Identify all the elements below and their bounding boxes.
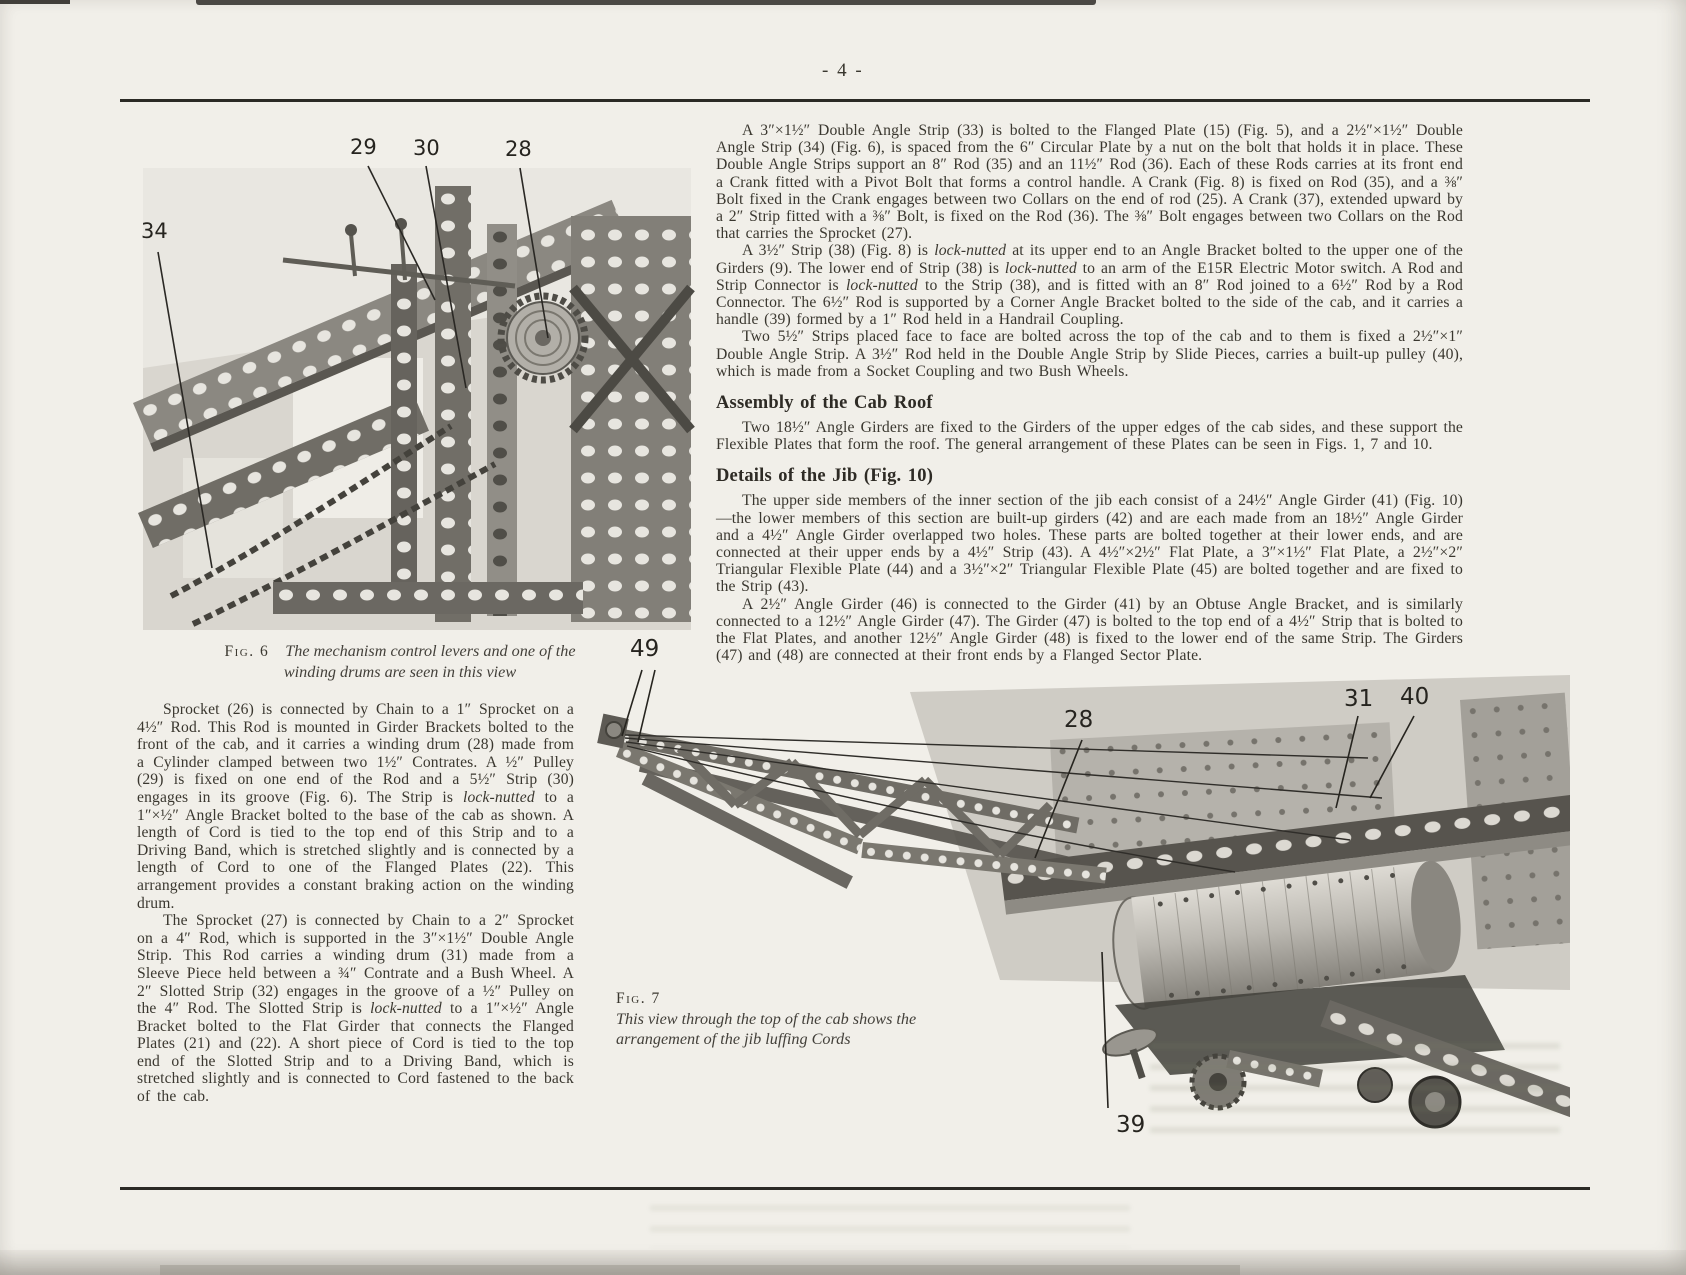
fig7-photo-content (597, 675, 1570, 1132)
fig6-photo-content (133, 168, 691, 630)
fig6-caption-line2: winding drums are seen in this view (283, 663, 517, 681)
fig6-label-29: 29 (350, 135, 377, 159)
fig7-label-28: 28 (1064, 707, 1094, 733)
bottom-girder (273, 582, 583, 614)
vertical-girder (435, 186, 471, 622)
fig6-label-28: 28 (505, 137, 532, 161)
fig7-label-40: 40 (1400, 684, 1430, 710)
vertical-girder (391, 264, 417, 604)
paragraph-sprocket-27: The Sprocket (27) is connected by Chain to a 2″ Sprocket on a 4″ Rod, which is supported in the 3″×1½″ Double Angle Strip. This Rod carries a winding drum (31) made from a Sleeve Piece held between a ¾″ Contrate and a Bush Wheel. A 2″ Slotted Strip (32) engages in the groove of a ½″ Pulley on the 4″ Rod. The Slotted Strip is lock-nutted to a 1″×½″ Angle Bracket bolted to the Flat Girder that connects the Flanged Plates (21) and (22). A short piece of Cord is tied to the top end of the Slotted Strip and to a Driving Band, which is stretched slightly and is connected to Cord fastened to the back of the cab. (137, 912, 574, 1106)
paragraph-sprocket-26: Sprocket (26) is connected by Chain to a 1″ Sprocket on a 4½″ Rod. This Rod is mounted in Girder Brackets bolted to the front of the cab, and it carries a winding drum (28) made from a Cylinder clamped between two 1½″ Contrates. A ½″ Pulley (29) is fixed on one end of the Rod and a 5½″ Strip (30) engages in its groove (Fig. 6). The Strip is lock-nutted to a 1″×½″ Angle Bracket bolted to the base of the cab as shown. A length of Cord is tied to the top end of this Strip and to a Driving Band, which is stretched slightly and is connected by a length of Cord to one of the Flanged Plates (22). This arrangement provides a constant braking action on the winding drum. (137, 701, 574, 912)
fig7-caption-line1: This view through the top of the cab shows the (616, 1010, 917, 1028)
paragraph-strip-38: A 3½″ Strip (38) (Fig. 8) is lock-nutted at its upper end to an Angle Bracket bolted to the upper one of the Girders (9). The lower end of Strip (38) is lock-nutted to an arm of the E15R Electric Motor switch. A Rod and Strip Connector is lock-nutted to the Strip (38), and is fitted with an 8″ Rod joined to a 6½″ Rod by a Rod Connector. The 6½″ Rod is supported by a Corner Angle Bracket bolted to the side of the cab, and it carries a handle (39) formed by a 1″ Rod held in a Handrail Coupling. (716, 242, 1464, 329)
fig7-caption-tag: Fig. 7 (616, 990, 661, 1007)
fig7-photo (530, 630, 1570, 1170)
paragraph-jib-girders: The upper side members of the inner section of the jib each consist of a 24½″ Angle Girder (41) (Fig. 10)—the lower members of this section are built-up girders (42) and are each made from an 18½″ Angle Girder and a 4½″ Angle Girder overlapped two holes. These parts are bolted together at their lower ends, and are connected at their upper ends by a 4½″ Strip (43). A 4½″×2½″ Flat Plate, a 3″×1½″ Flat Plate, a 2½″×2″ Triangular Flexible Plate (44) and a 3½″×2″ Triangular Flexible Plate (45) are bolted together and are fixed to the Strip (43). (716, 492, 1463, 596)
top-rule (120, 99, 1590, 102)
page-number: - 4 - (822, 60, 864, 81)
paragraph-cab-roof: Two 18½″ Angle Girders are fixed to the Girders of the upper edges of the cab sides, and these support the Flexible Plates that form the roof. The general arrangement of these Plates can be seen in Figs. 1, 7 and 10. (716, 419, 1463, 454)
fig6-label-34: 34 (141, 219, 168, 243)
fig6-caption-line1: The mechanism control levers and one of the (285, 642, 576, 660)
next-page-edge (160, 1265, 1240, 1275)
heading-details-of-jib: Details of the Jib (Fig. 10) (716, 466, 934, 487)
scan-artifact-top (196, 0, 1096, 5)
show-through-text (650, 1200, 1130, 1248)
fig7-label-31: 31 (1344, 686, 1374, 712)
fig7-caption (616, 988, 1036, 1049)
fig7-caption-line2: arrangement of the jib luffing Cords (616, 1030, 851, 1048)
fig7-label-39: 39 (1116, 1112, 1146, 1138)
fig6-label-30: 30 (413, 136, 440, 160)
paragraph-jib-angle-girders: A 2½″ Angle Girder (46) is connected to the Girder (41) by an Obtuse Angle Bracket, and is similarly connected to a 12½″ Angle Girder (47). The Girder (47) is bolted to the top end of a 4½″ Strip that is bolted to the Flat Plates, and another 12½″ Angle Girder (48) is fixed to the lower end of the same Strip. The Girders (47) and (48) are connected at their front ends by a Flanged Sector Plate. (716, 595, 1463, 665)
paragraph-double-angle-strips: A 3″×1½″ Double Angle Strip (33) is bolted to the Flanged Plate (15) (Fig. 5), and a 2½″×1½″ Double Angle Strip (34) (Fig. 6), is spaced from the 6″ Circular Plate by a nut on the bolt that holds it in place. These Double Angle Strips support an 8″ Rod (35) and an 11½″ Rod (36). Each of these Rods carries at its front end a Crank fitted with a Pivot Bolt that forms a control handle. A Crank (Fig. 8) is fixed on Rod (35), and a ⅜″ Bolt fixed in the Crank engages between two Collars on the end of rod (25). A Crank (37), extended upward by a 2″ Strip fitted with a ⅜″ Bolt, is fixed on the Rod (36). The ⅜″ Bolt engages between two Collars on the Rod that carries the Sprocket (27). (716, 122, 1463, 243)
left-text-column (137, 701, 574, 1106)
heading-assembly-cab-roof: Assembly of the Cab Roof (716, 393, 933, 414)
fig6-photo (120, 110, 700, 645)
paragraph-built-up-pulley: Two 5½″ Strips placed face to face are bolted across the top of the cab and to them is fixed a 2½″×1″ Double Angle Strip. A 3½″ Rod held in the Double Angle Strip by Slide Pieces, carries a built-up pulley (40), which is made from a Socket Coupling and two Bush Wheels. (716, 328, 1463, 380)
right-text-column (716, 122, 1463, 664)
scan-artifact-top-left (0, 0, 70, 4)
roller-wheel-small (1358, 1068, 1392, 1102)
fig6-caption-tag: Fig. 6 (224, 643, 270, 660)
fig7-label-49: 49 (630, 636, 660, 662)
bottom-rule (120, 1187, 1590, 1190)
